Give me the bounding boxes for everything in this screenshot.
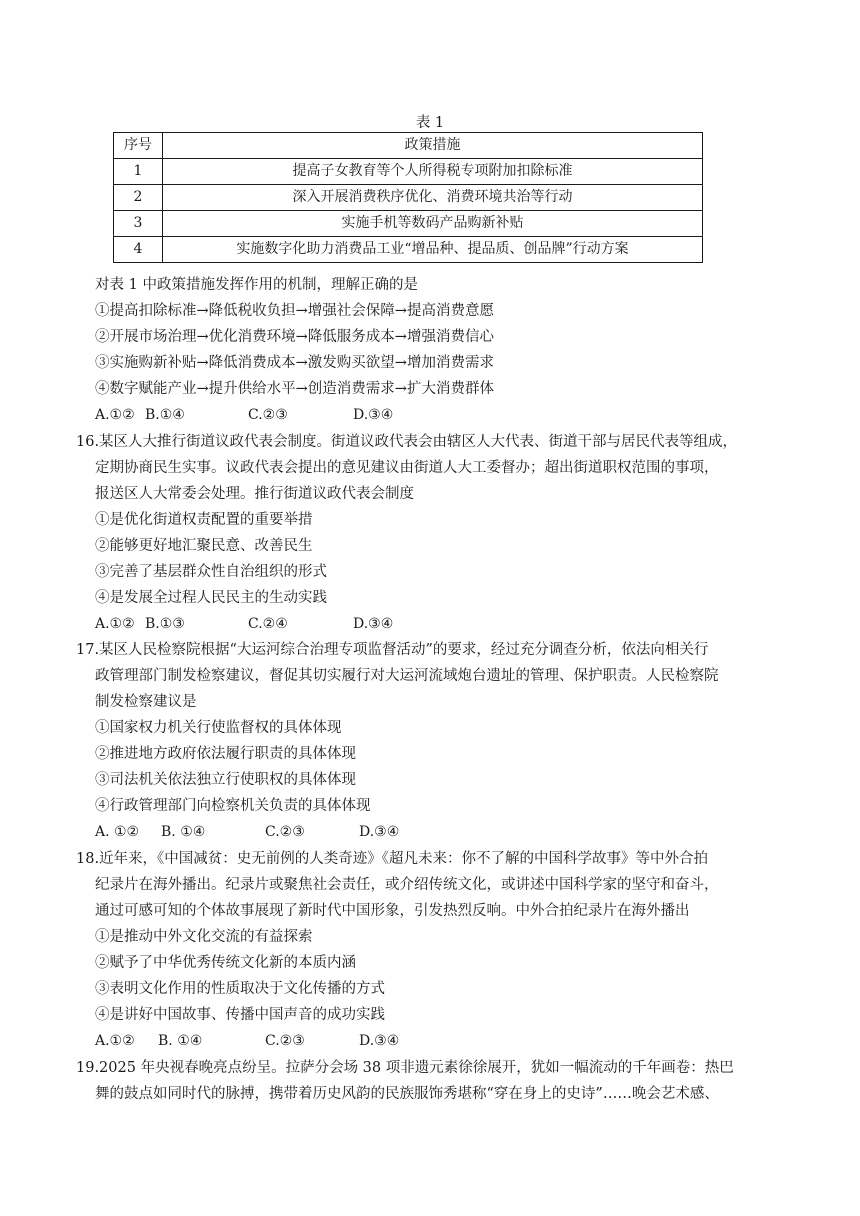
q16-stem-line-1: 16.某区人大推行街道议政代表会制度。街道议政代表会由辖区人大代表、街道干部与居民代表等组成， (76, 434, 738, 450)
q17-stem-line-2: 政管理部门制发检察建议，督促其切实履行对大运河流域炮台遗址的管理、保护职责。人民检察院 (95, 668, 719, 684)
q16-item-1: ①是优化街道权责配置的重要举措 (95, 512, 313, 528)
q18-stem-line-1: 18.近年来，《中国减贫：史无前例的人类奇迹》《超凡未来：你不了解的中国科学故事》等中外合拍 (76, 851, 709, 867)
q19-stem-line-1: 19.2025 年央视春晚亮点纷呈。拉萨分会场 38 项非遗元素徐徐展开，犹如一幅流动的千年画卷：热巴 (76, 1060, 734, 1076)
q18-item-1: ①是推动中外文化交流的有益探索 (95, 929, 313, 945)
row-number: 2 (114, 185, 163, 211)
q15-option-c[interactable]: C.②③ (248, 407, 288, 423)
q16-option-c[interactable]: C.②④ (248, 616, 288, 632)
q16-option-a[interactable]: A.①② (95, 616, 135, 632)
q18-option-b[interactable]: B. ①④ (158, 1033, 203, 1049)
q17-stem-line-1: 17.某区人民检察院根据“大运河综合治理专项监督活动”的要求，经过充分调查分析，依法向相关行 (76, 642, 709, 658)
q16-item-2: ②能够更好地汇聚民意、改善民生 (95, 538, 313, 554)
q16-stem-line-3: 报送区人大常委会处理。推行街道议政代表会制度 (95, 486, 414, 502)
q16-item-3: ③完善了基层群众性自治组织的形式 (95, 564, 327, 580)
q18-stem-line-2: 纪录片在海外播出。纪录片或聚焦社会责任，或介绍传统文化，或讲述中国科学家的坚守和奋斗， (95, 877, 719, 893)
q17-option-b[interactable]: B. ①④ (161, 824, 206, 840)
q15-option-b[interactable]: B.①④ (145, 407, 185, 423)
table-header-row (114, 133, 703, 159)
row-policy: 深入开展消费秩序优化、消费环境共治等行动 (163, 185, 703, 211)
table-row (114, 159, 703, 185)
q18-stem-line-3: 通过可感可知的个体故事展现了新时代中国形象，引发热烈反响。中外合拍纪录片在海外播出 (95, 903, 690, 919)
policy-table (113, 132, 703, 263)
row-number: 1 (114, 159, 163, 185)
q18-option-a[interactable]: A.①② (95, 1033, 135, 1049)
q17-item-4: ④行政管理部门向检察机关负责的具体体现 (95, 798, 371, 814)
q15-item-2: ②开展市场治理→优化消费环境→降低服务成本→增强消费信心 (95, 329, 494, 345)
q15-stem: 对表 1 中政策措施发挥作用的机制，理解正确的是 (95, 277, 418, 293)
q17-item-2: ②推进地方政府依法履行职责的具体体现 (95, 746, 356, 762)
q17-option-a[interactable]: A. ①② (95, 824, 140, 840)
q16-item-4: ④是发展全过程人民民主的生动实践 (95, 590, 327, 606)
q16-option-b[interactable]: B.①③ (145, 616, 185, 632)
header-policy: 政策措施 (163, 133, 703, 159)
q18-item-4: ④是讲好中国故事、传播中国声音的成功实践 (95, 1007, 385, 1023)
q18-item-2: ②赋予了中华优秀传统文化新的本质内涵 (95, 955, 356, 971)
q18-option-c[interactable]: C.②③ (265, 1033, 305, 1049)
q17-item-3: ③司法机关依法独立行使职权的具体体现 (95, 772, 356, 788)
header-number: 序号 (114, 133, 163, 159)
q15-item-4: ④数字赋能产业→提升供给水平→创造消费需求→扩大消费群体 (95, 381, 494, 397)
table-row (114, 211, 703, 237)
row-policy: 实施手机等数码产品购新补贴 (163, 211, 703, 237)
table-row (114, 237, 703, 263)
q16-option-d[interactable]: D.③④ (353, 616, 394, 632)
table-row (114, 185, 703, 211)
row-number: 3 (114, 211, 163, 237)
q18-option-d[interactable]: D.③④ (359, 1033, 400, 1049)
q17-stem-line-3: 制发检察建议是 (95, 694, 197, 710)
q17-option-d[interactable]: D.③④ (359, 824, 400, 840)
q15-option-a[interactable]: A.①② (95, 407, 135, 423)
row-policy: 实施数字化助力消费品工业“增品种、提品质、创品牌”行动方案 (163, 237, 703, 263)
table-caption: 表 1 (415, 115, 445, 131)
q16-stem-line-2: 定期协商民生实事。议政代表会提出的意见建议由街道人大工委督办；超出街道职权范围的事项， (95, 460, 719, 476)
row-number: 4 (114, 237, 163, 263)
q15-item-3: ③实施购新补贴→降低消费成本→激发购买欲望→增加消费需求 (95, 355, 494, 371)
q15-option-d[interactable]: D.③④ (353, 407, 394, 423)
q15-item-1: ①提高扣除标准→降低税收负担→增强社会保障→提高消费意愿 (95, 303, 494, 319)
row-policy: 提高子女教育等个人所得税专项附加扣除标准 (163, 159, 703, 185)
q18-item-3: ③表明文化作用的性质取决于文化传播的方式 (95, 981, 385, 997)
q17-item-1: ①国家权力机关行使监督权的具体体现 (95, 720, 342, 736)
q19-stem-line-2: 舞的鼓点如同时代的脉搏，携带着历史风韵的民族服饰秀堪称“穿在身上的史诗”……晚会艺术感、 (95, 1086, 719, 1102)
q17-option-c[interactable]: C.②③ (265, 824, 305, 840)
